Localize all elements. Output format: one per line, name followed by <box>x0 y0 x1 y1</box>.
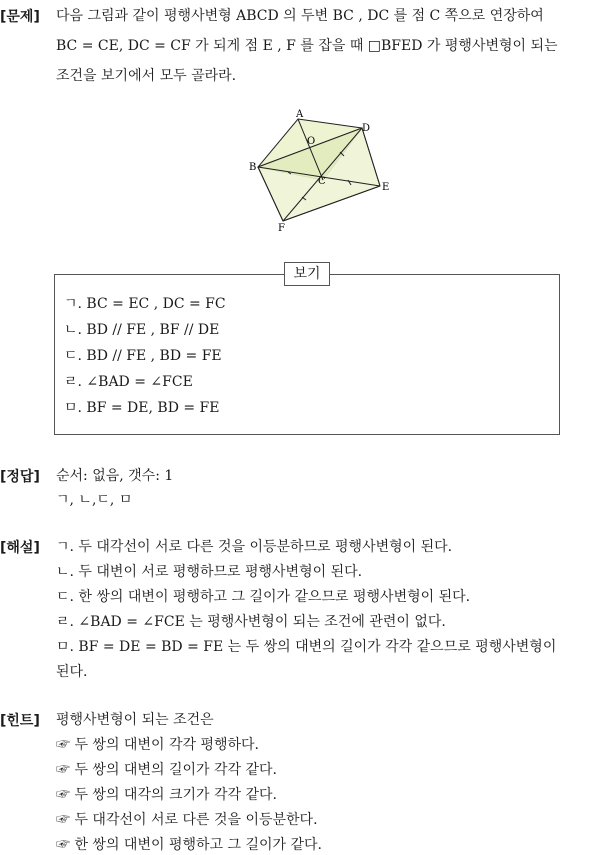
label-o: O <box>307 136 316 147</box>
answer-line-2: ㄱ, ㄴ,ㄷ, ㅁ <box>56 492 133 508</box>
problem-line-3: 조건을 보기에서 모두 골라라. <box>56 68 237 84</box>
label-a: A <box>296 109 304 120</box>
label-b: B <box>249 162 257 173</box>
label-c: C <box>318 176 326 187</box>
bogi-item-1: ㄱ. BC = EC , DC = FC <box>64 296 226 312</box>
hint-line-5: ☞ 두 대각선이 서로 다른 것을 이등분한다. <box>56 812 318 828</box>
bogi-title: 보기 <box>284 262 330 286</box>
bogi-item-2: ㄴ. BD // FE , BF // DE <box>64 322 220 338</box>
explanation-line-2: ㄴ. 두 대변이 서로 평행하므로 평행사변형이 된다. <box>56 564 363 580</box>
hint-line-1: 평행사변형이 되는 조건은 <box>56 712 214 728</box>
hint-line-2: ☞ 두 쌍의 대변이 각각 평행하다. <box>56 737 259 753</box>
explanation-line-4: ㄹ. ∠BAD = ∠FCE 는 평행사변형이 되는 조건에 관련이 없다. <box>56 614 446 630</box>
bogi-item-5: ㅁ. BF = DE, BD = FE <box>64 400 220 416</box>
hint-tag: [힌트] <box>0 713 40 729</box>
problem-line-2: BC = CE, DC = CF 가 되게 점 E , F 를 잡을 때 □BFED 가 평행사변형이 되는 <box>56 38 558 54</box>
hint-line-4: ☞ 두 쌍의 대각의 크기가 각각 같다. <box>56 787 277 803</box>
explanation-line-3: ㄷ. 한 쌍의 대변이 평행하고 그 길이가 같으므로 평행사변형이 된다. <box>56 589 471 605</box>
explanation-line-5: ㅁ. BF = DE = BD = FE 는 두 쌍의 대변의 길이가 각각 같으므로 평행사변형이 <box>56 639 557 655</box>
explanation-tag: [해설] <box>0 540 40 556</box>
label-f: F <box>278 223 285 234</box>
explanation-line-6: 된다. <box>56 664 88 680</box>
explanation-line-1: ㄱ. 두 대각선이 서로 다른 것을 이등분하므로 평행사변형이 된다. <box>56 539 453 555</box>
label-e: E <box>382 182 390 193</box>
bogi-item-3: ㄷ. BD // FE , BD = FE <box>64 348 222 364</box>
hint-line-3: ☞ 두 쌍의 대변의 길이가 각각 같다. <box>56 762 277 778</box>
bogi-item-4: ㄹ. ∠BAD = ∠FCE <box>64 374 193 390</box>
answer-line-1: 순서: 없음, 갯수: 1 <box>56 468 174 484</box>
problem-line-1: 다음 그림과 같이 평행사변형 ABCD 의 두변 BC , DC 를 점 C 쪽으로 연장하여 <box>56 8 544 24</box>
answer-tag: [정답] <box>0 469 40 485</box>
problem-tag: [문제] <box>0 9 40 25</box>
hint-line-6: ☞ 한 쌍의 대변이 평행하고 그 길이가 같다. <box>56 837 322 853</box>
label-d: D <box>362 123 371 134</box>
